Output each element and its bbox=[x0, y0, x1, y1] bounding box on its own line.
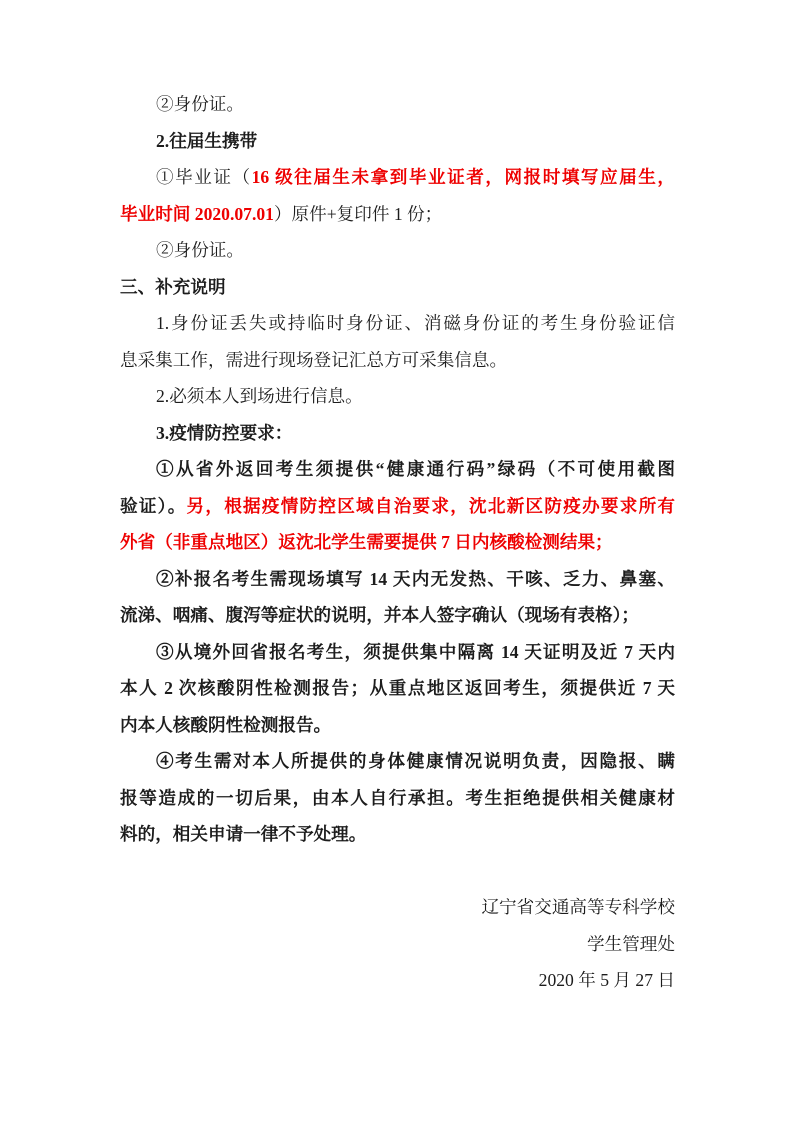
line-note1-part2 bbox=[120, 342, 675, 379]
line-diploma-item-2 bbox=[120, 196, 675, 233]
line-req4-part3 bbox=[120, 816, 675, 853]
line-req1-part2 bbox=[120, 488, 675, 525]
text-segment-redbold: 毕业时间 2020.07.01 bbox=[120, 203, 274, 224]
text-segment-bold: ①从省外返回考生须提供“健康通行码”绿码（不可使用截图 bbox=[156, 459, 675, 479]
text-segment-bold: 三、补充说明 bbox=[120, 276, 226, 297]
line-req3-part3 bbox=[120, 707, 675, 744]
text-segment-regular: 学生管理处 bbox=[587, 933, 675, 954]
text-segment-bold: 2.往届生携带 bbox=[156, 130, 258, 151]
line-note2 bbox=[120, 378, 675, 415]
line-note1-part1 bbox=[120, 305, 675, 342]
line-req2-part1 bbox=[120, 561, 675, 598]
line-blank bbox=[120, 853, 675, 890]
text-segment-regular: 息采集工作，需进行现场登记汇总方可采集信息。 bbox=[120, 349, 508, 370]
line-req1-part1 bbox=[120, 451, 675, 488]
text-segment-redbold: 外省（非重点地区）返沈北学生需要提供 7 日内核酸检测结果； bbox=[120, 532, 613, 552]
line-heading-supplementary-notes bbox=[120, 269, 675, 306]
line-diploma-item-1 bbox=[120, 159, 675, 196]
text-segment-bold: 验证）。 bbox=[120, 495, 187, 516]
text-segment-regular: ②身份证。 bbox=[156, 94, 244, 114]
line-req4-part2 bbox=[120, 780, 675, 817]
text-segment-regular: 1.身份证丢失或持临时身份证、消磁身份证的考生身份验证信 bbox=[156, 313, 675, 333]
document-body bbox=[120, 86, 675, 999]
line-req4-part1 bbox=[120, 743, 675, 780]
text-segment-bold: 内本人核酸阴性检测报告。 bbox=[120, 714, 332, 735]
line-req1-part3 bbox=[120, 524, 675, 561]
line-heading-epidemic-requirements bbox=[120, 415, 675, 452]
text-segment-bold: ②补报名考生需现场填写 14 天内无发热、干咳、乏力、鼻塞、 bbox=[156, 568, 675, 589]
line-signature-school bbox=[120, 889, 675, 926]
line-signature-department bbox=[120, 926, 675, 963]
text-segment-redbold: 另，根据疫情防控区域自治要求，沈北新区防疫办要求所有 bbox=[186, 495, 675, 516]
line-heading-former-students-bring bbox=[120, 123, 675, 160]
text-segment-bold: 料的，相关申请一律不予处理。 bbox=[120, 824, 367, 844]
line-req3-part2 bbox=[120, 670, 675, 707]
text-segment-regular: ）原件+复印件 1 份； bbox=[273, 203, 443, 224]
line-id-card-item-2 bbox=[120, 232, 675, 269]
text-segment-bold: 3.疫情防控要求： bbox=[156, 422, 293, 443]
line-signature-date bbox=[120, 962, 675, 999]
text-segment-regular: ②身份证。 bbox=[156, 240, 244, 260]
text-segment-bold: ③从境外回省报名考生，须提供集中隔离 14 天证明及近 7 天内 bbox=[156, 641, 675, 662]
text-segment-regular: 2.必须本人到场进行信息。 bbox=[156, 386, 363, 406]
text-segment-bold: ④考生需对本人所提供的身体健康情况说明负责，因隐报、瞒 bbox=[156, 751, 675, 771]
line-req3-part1 bbox=[120, 634, 675, 671]
line-id-card-item-1 bbox=[120, 86, 675, 123]
text-segment-bold: 报等造成的一切后果，由本人自行承担。考生拒绝提供相关健康材 bbox=[120, 787, 675, 808]
text-segment-redbold: 16 级往届生未拿到毕业证者，网报时填写应届生， bbox=[251, 167, 675, 187]
text-segment-regular: 辽宁省交通高等专科学校 bbox=[481, 897, 675, 917]
line-req2-part2 bbox=[120, 597, 675, 634]
text-segment-regular: 2020 年 5 月 27 日 bbox=[538, 970, 675, 990]
text-segment-regular: ①毕业证（ bbox=[156, 167, 252, 187]
text-segment-bold: 本人 2 次核酸阴性检测报告；从重点地区返回考生，须提供近 7 天 bbox=[120, 678, 675, 698]
text-segment-bold: 流涕、咽痛、腹泻等症状的说明，并本人签字确认（现场有表格）； bbox=[120, 605, 640, 625]
